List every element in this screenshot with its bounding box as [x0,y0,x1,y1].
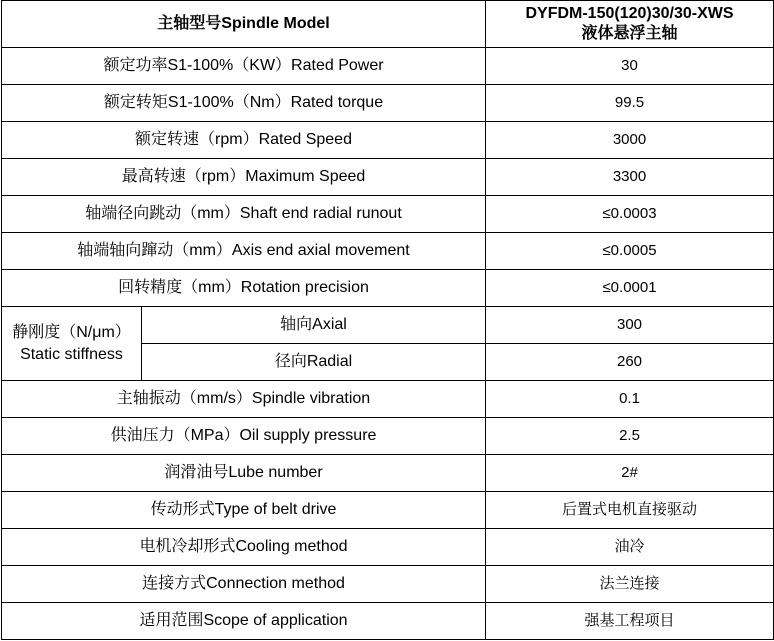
spec-table [1,0,774,640]
application-scope-label: 适用范围Scope of application [2,603,486,640]
model-name: DYFDM-150(120)30/30-XWS [525,5,734,22]
table-row [2,122,774,159]
rated-power-value: 30 [486,48,774,85]
axial-movement-value: ≤0.0005 [486,233,774,270]
table-row [2,233,774,270]
table-row [2,159,774,196]
lube-number-label: 润滑油号Lube number [2,455,486,492]
table-row [2,270,774,307]
table-row [2,603,774,640]
table-row [2,418,774,455]
rotation-precision-label: 回转精度（mm）Rotation precision [2,270,486,307]
lube-number-value: 2# [486,455,774,492]
table-row [2,196,774,233]
rated-torque-value: 99.5 [486,85,774,122]
axial-stiffness-value: 300 [486,307,774,344]
rated-torque-label: 额定转矩S1-100%（Nm）Rated torque [2,85,486,122]
table-row [2,85,774,122]
rated-speed-value: 3000 [486,122,774,159]
table-row [2,381,774,418]
oil-pressure-value: 2.5 [486,418,774,455]
rated-power-label: 额定功率S1-100%（KW）Rated Power [2,48,486,85]
header-row [2,1,774,48]
cooling-method-label: 电机冷却形式Cooling method [2,529,486,566]
table-row [2,455,774,492]
rotation-precision-value: ≤0.0001 [486,270,774,307]
table-row [2,529,774,566]
model-header-value [486,1,774,48]
radial-runout-value: ≤0.0003 [486,196,774,233]
table-row [2,566,774,603]
rated-speed-label: 额定转速（rpm）Rated Speed [2,122,486,159]
drive-type-value: 后置式电机直接驱动 [486,492,774,529]
spindle-vibration-label: 主轴振动（mm/s）Spindle vibration [2,381,486,418]
static-stiffness-label-en: Static stiffness [20,345,123,363]
oil-pressure-label: 供油压力（MPa）Oil supply pressure [2,418,486,455]
max-speed-value: 3300 [486,159,774,196]
table-row [2,307,774,344]
drive-type-label: 传动形式Type of belt drive [2,492,486,529]
static-stiffness-label-cn: 静刚度（N/μm） [12,323,131,341]
connection-method-label: 连接方式Connection method [2,566,486,603]
table-row [2,492,774,529]
application-scope-value: 强基工程项目 [486,603,774,640]
connection-method-value: 法兰连接 [486,566,774,603]
axial-movement-label: 轴端轴向蹿动（mm）Axis end axial movement [2,233,486,270]
axial-stiffness-label: 轴向Axial [142,307,486,344]
cooling-method-value: 油冷 [486,529,774,566]
model-header-label: 主轴型号Spindle Model [2,1,486,48]
radial-stiffness-label: 径向Radial [142,344,486,381]
model-subtitle: 液体悬浮主轴 [581,25,678,42]
spindle-vibration-value: 0.1 [486,381,774,418]
table-row [2,48,774,85]
radial-stiffness-value: 260 [486,344,774,381]
radial-runout-label: 轴端径向跳动（mm）Shaft end radial runout [2,196,486,233]
static-stiffness-label [2,307,142,381]
max-speed-label: 最高转速（rpm）Maximum Speed [2,159,486,196]
